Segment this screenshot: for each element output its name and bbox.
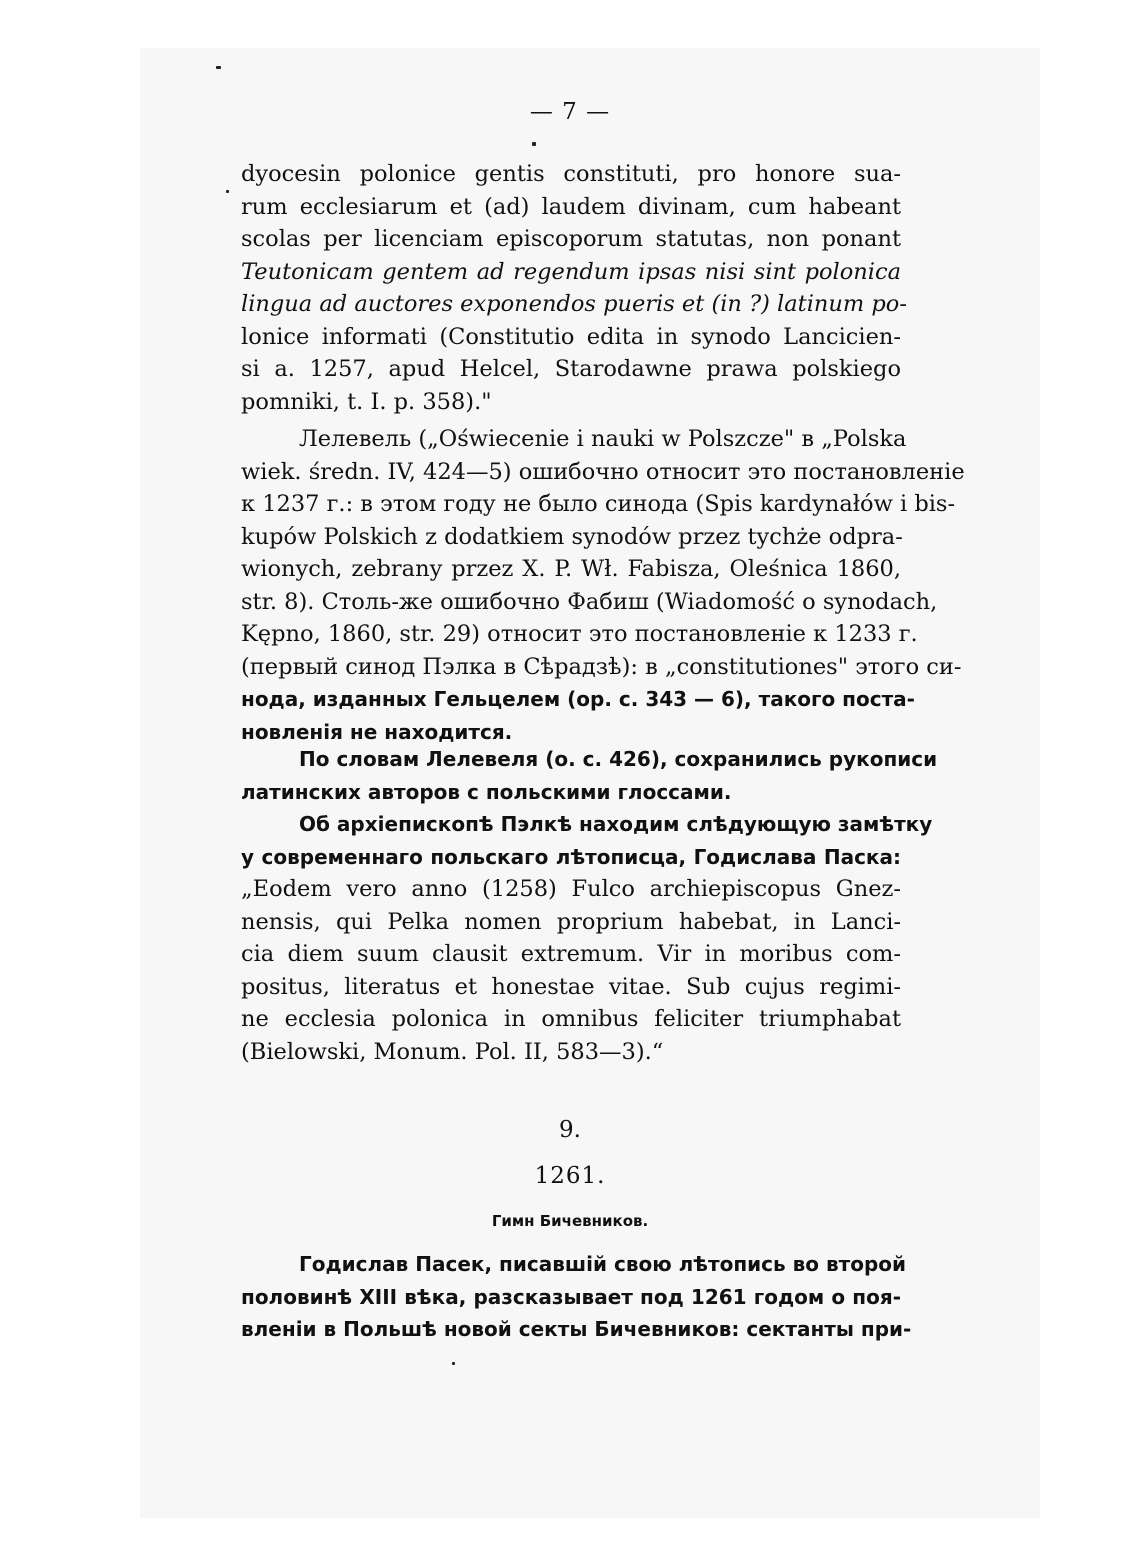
text-line: Лелевель („Oświecenie i nauki w Polszcze" в „Polska: [299, 426, 907, 452]
text-line: ne ecclesia polonica in omnibus feliciter triumphabat: [241, 1006, 901, 1032]
text-line: pomniki, t. I. p. 358).": [241, 388, 492, 415]
paragraph-pelka: [241, 808, 933, 1068]
text-line: вленіи в Польшѣ новой секты Бичевников: сектанты при-: [241, 1317, 912, 1341]
text-line: si a. 1257, apud Helcel, Starodawne prawa polskiego: [241, 356, 901, 382]
text-line: wiek. średn. IV, 424—5) ошибочно относит это постановленіе: [241, 458, 965, 485]
text-line: „Eodem vero anno (1258) Fulco archiepiscopus Gnez-: [241, 876, 901, 902]
text-line: wionych, zebrany przez X. P. Wł. Fabisza, Oleśnica 1860,: [241, 556, 901, 582]
scan-speck: [532, 142, 536, 146]
page-number: — 7 —: [529, 99, 611, 125]
scan-speck: [216, 66, 221, 69]
text-line: нода, изданных Гельцелем (op. c. 343 — 6), такого поста-: [241, 687, 915, 711]
text-line: dyocesin polonice gentis constituti, pro honore sua-: [241, 161, 901, 187]
text-line: Об архіепископѣ Пэлкѣ находим слѣдующую замѣтку: [299, 812, 933, 836]
text-line: латинских авторов с польскими глоссами.: [241, 779, 732, 804]
scan-speck: [226, 190, 229, 193]
text-line: positus, literatus et honestae vitae. Sub cujus regimi-: [241, 973, 901, 1000]
section-number: 9.: [559, 1117, 581, 1143]
text-line: половинѣ XIII вѣка, разсказывает под 1261 годом о поя-: [241, 1284, 901, 1309]
text-line: (Bielowski, Monum. Pol. II, 583—3).“: [241, 1038, 664, 1065]
paragraph-godislav: [241, 1248, 912, 1346]
text-line: scolas per licenciam episcoporum statutas, non ponant: [241, 226, 901, 252]
text-line: kupów Polskich z dodatkiem synodów przez tychże odpra-: [241, 523, 903, 550]
latin-quote: [241, 158, 907, 418]
text-line: Teutonicam gentem ad regendum ipsas nisi sint polonica: [241, 258, 901, 285]
text-line: новленія не находится.: [241, 719, 513, 744]
section-title: Гимн Бичевников.: [491, 1212, 649, 1230]
text-line: у современнаго польскаго лѣтописца, Годислава Паска:: [241, 844, 901, 869]
section-year: 1261.: [534, 1163, 606, 1189]
text-line: По словам Лелевеля (o. c. 426), сохранились рукописи: [299, 747, 938, 771]
text-line: rum ecclesiarum et (ad) laudem divinam, cum habeant: [241, 193, 901, 220]
paragraph-lelewel: [241, 423, 965, 748]
text-line: nensis, qui Pelka nomen proprium habebat, in Lanci-: [241, 908, 901, 935]
text-line: к 1237 г.: в этом году не было синода (Spis kardynałów i bis-: [241, 491, 956, 517]
scan-speck: [452, 1362, 455, 1365]
paragraph-manuscripts: [241, 743, 938, 808]
text-line: (первый синод Пэлка в Сѣрадзѣ): в „constitutiones" этого си-: [241, 653, 962, 680]
text-line: str. 8). Столь-же ошибочно Фабиш (Wiadomość o synodach,: [241, 588, 938, 615]
text-line: lonice informati (Constitutio edita in synodo Lancicien-: [241, 323, 901, 350]
text-line: Kępno, 1860, str. 29) относит это постановленіе к 1233 г.: [241, 621, 918, 647]
text-line: cia diem suum clausit extremum. Vir in moribus com-: [241, 941, 901, 967]
text-line: Годислав Пасек, писавшій свою лѣтопись во второй: [299, 1252, 907, 1276]
text-line: lingua ad auctores exponendos pueris et (in ?) latinum po-: [241, 291, 907, 317]
